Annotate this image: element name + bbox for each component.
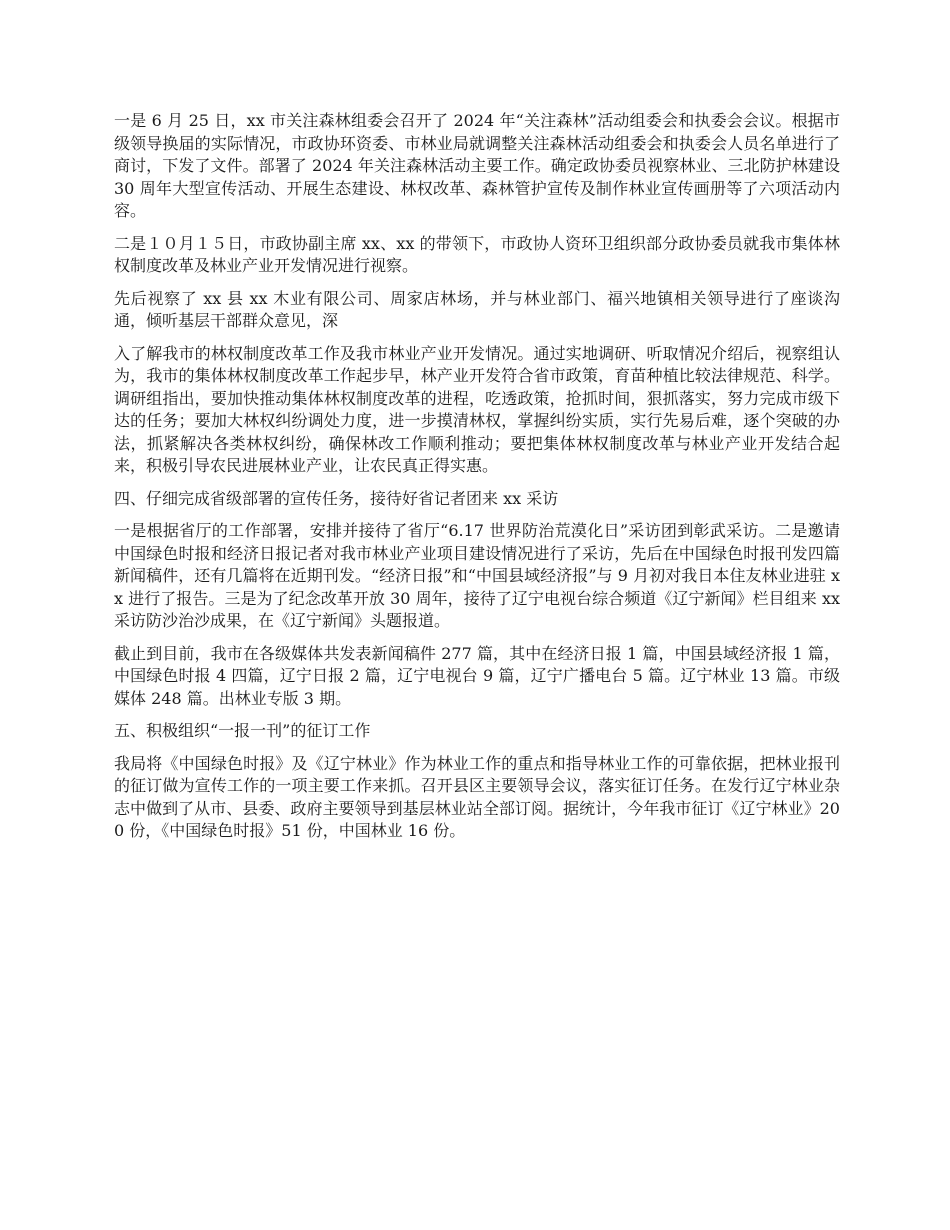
paragraph-4: 入了解我市的林权制度改革工作及我市林业产业开发情况。通过实地调研、听取情况介绍后，视察组认为，我市的集体林权制度改革工作起步早，林产业开发符合省市政策，育苗种植比较法律规范、科学。调研组指出，要加快推动集体林权制度改革的进程，吃透政策，抢抓时间，狠抓落实，努力完成市级下达的任务；要加大林权纠纷调处力度，进一步摸清林权，掌握纠纷实质，实行先易后难，逐个突破的办法，抓紧解决各类林权纠纷，确保林改工作顺利推动；要把集体林权制度改革与林业产业开发结合起来，积极引导农民进展林业产业，让农民真正得实惠。	[114, 343, 840, 475]
document-page	[114, 110, 840, 853]
paragraph-2: 二是１０月１５日，市政协副主席 xx、xx 的带领下，市政协人资环卫组织部分政协委员就我市集体林权制度改革及林业产业开发情况进行视察。	[114, 233, 840, 275]
paragraph-3: 先后视察了 xx 县 xx 木业有限公司、周家店林场，并与林业部门、福兴地镇相关领导进行了座谈沟通，倾听基层干部群众意见，深	[114, 288, 840, 330]
paragraph-6: 截止到目前，我市在各级媒体共发表新闻稿件 277 篇，其中在经济日报 1 篇，中国县域经济报 1 篇，中国绿色时报 4 四篇，辽宁日报 2 篇，辽宁电视台 9 篇，辽宁广播电台 5 篇。辽宁林业 13 篇。市级媒体 248 篇。出林业专版 3 期。	[114, 643, 840, 708]
section-heading-4: 四、仔细完成省级部署的宣传任务，接待好省记者团来 xx 采访	[114, 488, 559, 508]
paragraph-7: 我局将《中国绿色时报》及《辽宁林业》作为林业工作的重点和指导林业工作的可靠依据，把林业报刊的征订做为宣传工作的一项主要工作来抓。召开县区主要领导会议，落实征订任务。在发行辽宁林业杂志中做到了从市、县委、政府主要领导到基层林业站全部订阅。据统计，今年我市征订《辽宁林业》200 份，《中国绿色时报》51 份，中国林业 16 份。	[114, 753, 840, 840]
paragraph-1: 一是 6 月 25 日，xx 市关注森林组委会召开了 2024 年“关注森林”活动组委会和执委会会议。根据市级领导换届的实际情况，市政协环资委、市林业局就调整关注森林活动组委会和执委会人员名单进行了商讨，下发了文件。部署了 2024 年关注森林活动主要工作。确定政协委员视察林业、三北防护林建设 30 周年大型宣传活动、开展生态建设、林权改革、森林管护宣传及制作林业宣传画册等了六项活动内容。	[114, 111, 840, 220]
paragraph-5: 一是根据省厅的工作部署，安排并接待了省厅“6.17 世界防治荒漠化日”采访团到彰武采访。二是邀请中国绿色时报和经济日报记者对我市林业产业项目建设情况进行了采访，先后在中国绿色时报刊发四篇新闻稿件，还有几篇将在近期刊发。“经济日报”和“中国县域经济报”与 9 月初对我日本住友林业进驻 xx 进行了报告。三是为了纪念改革开放 30 周年，接待了辽宁电视台综合频道《辽宁新闻》栏目组来 xx 采访防沙治沙成果，在《辽宁新闻》头题报道。	[114, 521, 840, 630]
section-heading-5: 五、积极组织“一报一刊”的征订工作	[114, 721, 371, 740]
